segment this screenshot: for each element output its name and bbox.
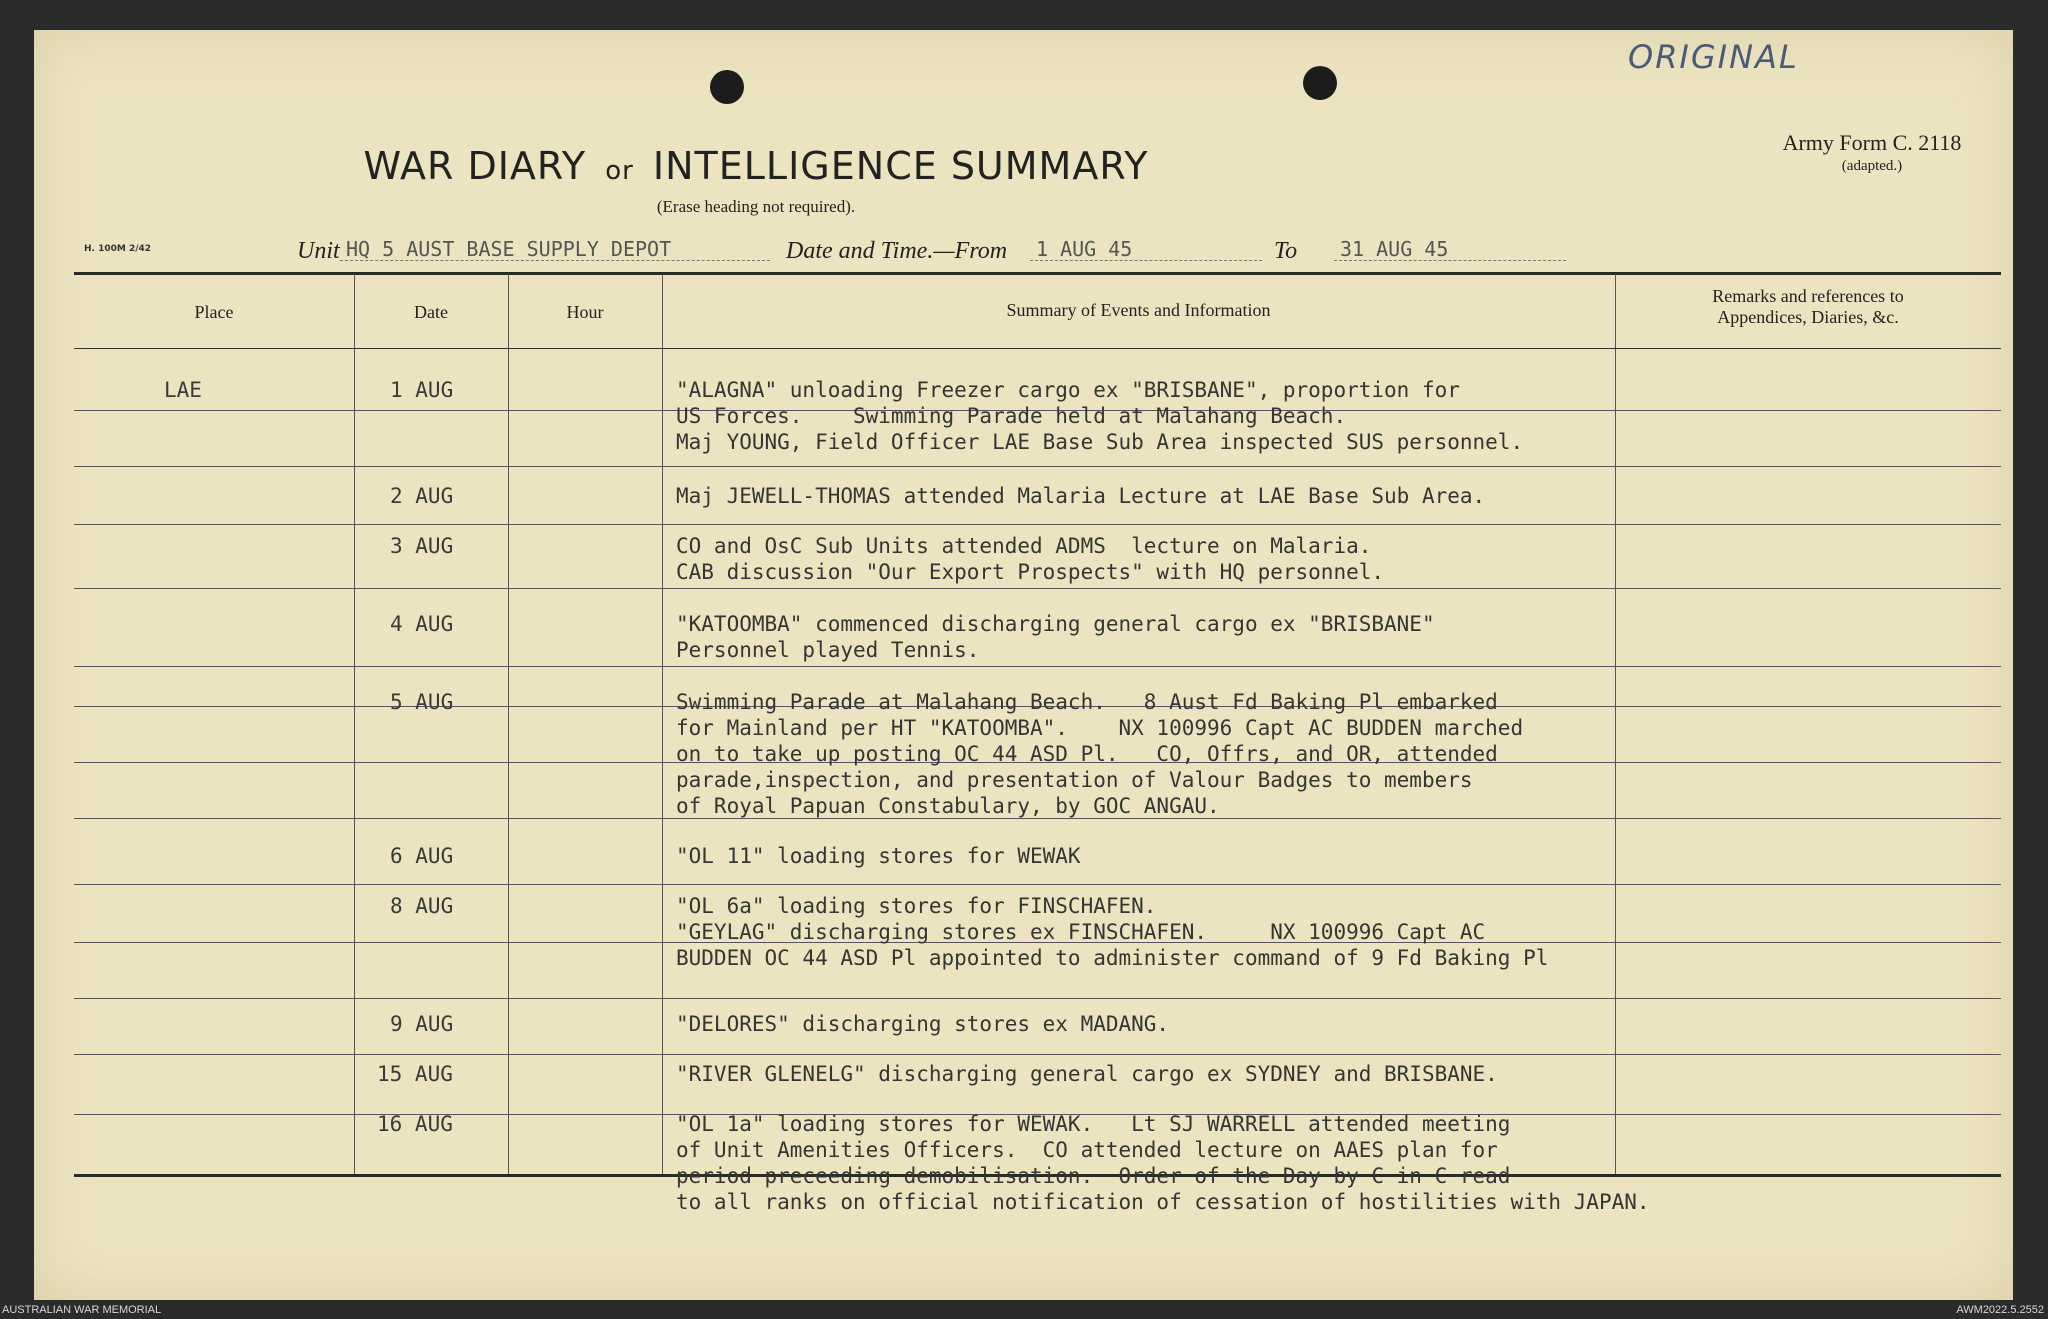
entry-summary bbox=[676, 843, 1081, 869]
entry-date: 4 AUG bbox=[390, 612, 454, 636]
column-divider bbox=[1615, 274, 1616, 1174]
entry-date: 6 AUG bbox=[390, 844, 454, 868]
summary-line: CO and OsC Sub Units attended ADMS lecture on Malaria. bbox=[676, 534, 1372, 558]
entry-date: 5 AUG bbox=[390, 690, 454, 714]
diary-page bbox=[34, 30, 2013, 1300]
entry-summary bbox=[676, 1011, 1169, 1037]
unit-label: Unit bbox=[297, 238, 340, 264]
ruled-line bbox=[74, 524, 2001, 525]
entry-date: 1 AUG bbox=[390, 378, 454, 402]
summary-line: "OL 6a" loading stores for FINSCHAFEN. bbox=[676, 894, 1157, 918]
summary-line: "KATOOMBA" commenced discharging general cargo ex "BRISBANE" bbox=[676, 612, 1435, 636]
summary-line: US Forces. Swimming Parade held at Malahang Beach. bbox=[676, 404, 1347, 428]
army-form-reference bbox=[1752, 130, 1992, 175]
column-divider bbox=[662, 274, 663, 1174]
entry-date: 9 AUG bbox=[390, 1012, 454, 1036]
punch-hole-right bbox=[1303, 66, 1337, 100]
entry-summary bbox=[676, 1111, 1650, 1215]
summary-line: BUDDEN OC 44 ASD Pl appointed to administer command of 9 Fd Baking Pl bbox=[676, 946, 1549, 970]
summary-line: on to take up posting OC 44 ASD Pl. CO, Offrs, and OR, attended bbox=[676, 742, 1498, 766]
ruled-line bbox=[74, 588, 2001, 589]
ruled-line bbox=[74, 884, 2001, 885]
header-underline bbox=[74, 348, 2001, 349]
column-header-summary: Summary of Events and Information bbox=[1006, 300, 1271, 320]
summary-line: Swimming Parade at Malahang Beach. 8 Aust Fd Baking Pl embarked bbox=[676, 690, 1498, 714]
entry-date: 15 AUG bbox=[377, 1062, 453, 1086]
summary-line: "RIVER GLENELG" discharging general cargo ex SYDNEY and BRISBANE. bbox=[676, 1062, 1498, 1086]
entry-summary bbox=[676, 1061, 1498, 1087]
punch-hole-left bbox=[710, 70, 744, 104]
title-or: or bbox=[605, 156, 634, 186]
summary-line: for Mainland per HT "KATOOMBA". NX 100996 Capt AC BUDDEN marched bbox=[676, 716, 1524, 740]
column-header-hour: Hour bbox=[566, 302, 604, 322]
entry-summary bbox=[676, 611, 1435, 663]
title-intelligence-summary: INTELLIGENCE SUMMARY bbox=[652, 144, 1149, 188]
entry-summary bbox=[676, 689, 1523, 819]
column-header-date: Date bbox=[414, 302, 448, 322]
summary-line: "OL 1a" loading stores for WEWAK. Lt SJ WARRELL attended meeting bbox=[676, 1112, 1511, 1136]
page-title bbox=[34, 144, 1478, 188]
entry-date: 2 AUG bbox=[390, 484, 454, 508]
summary-line: Personnel played Tennis. bbox=[676, 638, 980, 662]
column-divider bbox=[508, 274, 509, 1174]
entry-summary bbox=[676, 377, 1523, 455]
ruled-line bbox=[74, 466, 2001, 467]
remarks-header-line1: Remarks and references to bbox=[1712, 286, 1904, 306]
summary-line: of Royal Papuan Constabulary, by GOC ANGAU. bbox=[676, 794, 1220, 818]
entry-date: 16 AUG bbox=[377, 1112, 453, 1136]
date-to-label: To bbox=[1274, 238, 1298, 264]
entry-summary bbox=[676, 533, 1384, 585]
summary-line: "OL 11" loading stores for WEWAK bbox=[676, 844, 1081, 868]
summary-line: of Unit Amenities Officers. CO attended lecture on AAES plan for bbox=[676, 1138, 1498, 1162]
summary-line: parade,inspection, and presentation of Valour Badges to members bbox=[676, 768, 1473, 792]
summary-line: period preceeding demobilisation. Order of the Day by C in C read bbox=[676, 1164, 1511, 1188]
print-code: H. 100M 2/42 bbox=[84, 244, 152, 254]
entry-summary bbox=[676, 893, 1548, 971]
column-header-remarks bbox=[1615, 286, 2001, 328]
summary-line: "DELORES" discharging stores ex MADANG. bbox=[676, 1012, 1170, 1036]
column-divider bbox=[354, 274, 355, 1174]
army-form-note: (adapted.) bbox=[1841, 158, 1903, 174]
summary-line: CAB discussion "Our Export Prospects" with HQ personnel. bbox=[676, 560, 1385, 584]
table-top-rule bbox=[74, 272, 2001, 275]
title-war-diary: WAR DIARY bbox=[363, 144, 587, 188]
ruled-line bbox=[74, 998, 2001, 999]
summary-line: "ALAGNA" unloading Freezer cargo ex "BRISBANE", proportion for bbox=[676, 378, 1460, 402]
column-header-place: Place bbox=[194, 302, 234, 322]
remarks-header-line2: Appendices, Diaries, &c. bbox=[1717, 307, 1899, 327]
date-time-from-label: Date and Time.—From bbox=[786, 238, 1008, 264]
entry-date: 3 AUG bbox=[390, 534, 454, 558]
footer-credit: AUSTRALIAN WAR MEMORIAL bbox=[2, 1304, 162, 1316]
entry-date: 8 AUG bbox=[390, 894, 454, 918]
summary-line: Maj JEWELL-THOMAS attended Malaria Lecture at LAE Base Sub Area. bbox=[676, 484, 1486, 508]
summary-line: to all ranks on official notification of cessation of hostilities with JAPAN. bbox=[676, 1190, 1650, 1214]
page-subtitle: (Erase heading not required). bbox=[656, 197, 856, 216]
ruled-line bbox=[74, 1054, 2001, 1055]
footer-accession-number: AWM2022.5.2552 bbox=[1956, 1304, 2044, 1316]
from-date-value: 1 AUG 45 bbox=[1030, 238, 1262, 261]
unit-value: HQ 5 AUST BASE SUPPLY DEPOT bbox=[340, 238, 770, 261]
entry-place: LAE bbox=[164, 378, 202, 402]
entry-summary bbox=[676, 483, 1485, 509]
army-form-number: Army Form C. 2118 bbox=[1782, 130, 1962, 155]
summary-line: "GEYLAG" discharging stores ex FINSCHAFEN. NX 100996 Capt AC bbox=[676, 920, 1486, 944]
to-date-value: 31 AUG 45 bbox=[1334, 238, 1566, 261]
ruled-line bbox=[74, 666, 2001, 667]
handwritten-annotation: ORIGINAL bbox=[1628, 38, 1799, 76]
summary-line: Maj YOUNG, Field Officer LAE Base Sub Area inspected SUS personnel. bbox=[676, 430, 1524, 454]
